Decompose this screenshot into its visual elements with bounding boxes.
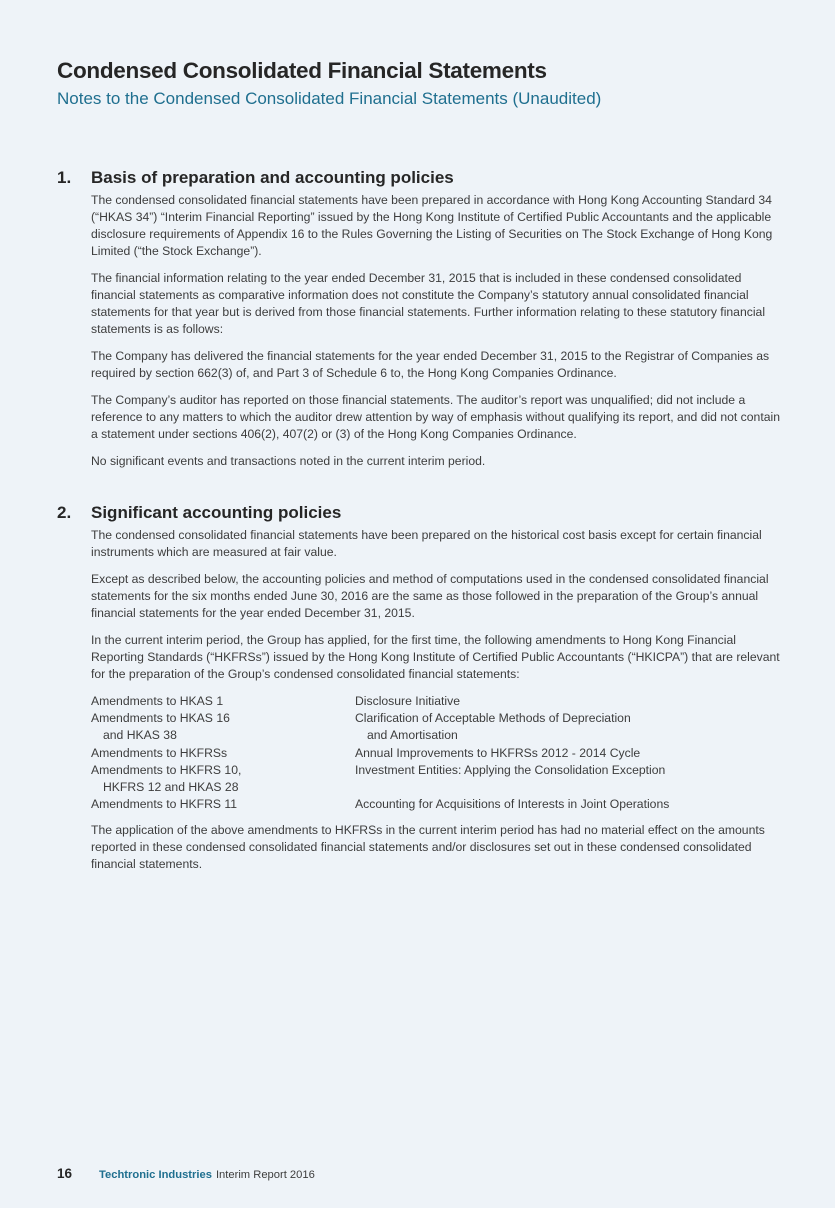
table-row xyxy=(91,796,669,813)
paragraph: In the current interim period, the Group has applied, for the first time, the following amendments to Hong Kong Financial Reporting Standards (“HKFRSs”) issued by the Hong Kong Institute of Certified Public Accountants (“HKICPA”) that are relevant for the preparation of the Group’s condensed consolidated financial statements: xyxy=(91,633,780,681)
amendment-standard-line: Amendments to HKFRS 11 xyxy=(91,797,238,812)
page-subtitle: Notes to the Condensed Consolidated Financial Statements (Unaudited) xyxy=(57,89,602,108)
paragraph: The condensed consolidated financial statements have been prepared on the historical cost basis except for certain financial instruments which are measured at fair value. xyxy=(91,528,762,559)
section-body xyxy=(91,527,787,873)
paragraph: No significant events and transactions noted in the current interim period. xyxy=(91,454,486,468)
section-body xyxy=(91,192,787,470)
amendment-standard xyxy=(91,693,355,710)
amendment-standard-line: and HKAS 38 xyxy=(103,728,177,743)
amendment-standard-line: Amendments to HKAS 1 xyxy=(91,694,224,708)
amendment-title xyxy=(355,693,669,710)
table-row xyxy=(91,745,669,762)
paragraph: The financial information relating to the year ended December 31, 2015 that is included in these condensed consolidated financial statements as comparative information does not constitute the Company’s statutory annual consolidated financial statements for that year but is derived from those financial statements. Further information relating to these statutory financial statements is as follows: xyxy=(91,271,766,336)
amendment-standard xyxy=(91,745,355,762)
section-number: 2. xyxy=(57,503,72,522)
paragraph: The condensed consolidated financial statements have been prepared in accordance with Hong Kong Accounting Standard 34 (“HKAS 34”) “Interim Financial Reporting” issued by the Hong Kong Institute of Certified Public Accountants and the applicable disclosure requirements of Appendix 16 to the Rules Governing the Listing of Securities on The Stock Exchange of Hong Kong Limited (“the Stock Exchange”). xyxy=(91,193,773,258)
company-name: Techtronic Industries xyxy=(99,1169,212,1181)
amendment-standard-line: HKFRS 12 and HKAS 28 xyxy=(103,780,239,795)
section-significant-accounting-policies xyxy=(57,503,787,883)
amendment-title-line: Disclosure Initiative xyxy=(355,694,460,708)
section-basis-of-preparation xyxy=(57,168,787,480)
amendment-title xyxy=(355,762,669,796)
section-heading xyxy=(57,503,787,523)
table-row xyxy=(91,762,669,796)
amendment-standard xyxy=(91,762,355,796)
section-title: Basis of preparation and accounting policies xyxy=(91,168,454,187)
amendment-title-line: and Amortisation xyxy=(367,728,458,743)
amendment-standard xyxy=(91,796,355,813)
paragraph: The application of the above amendments to HKFRSs in the current interim period has had no material effect on the amounts reported in these condensed consolidated financial statements and/or disclosures set out in these condensed consolidated financial statements. xyxy=(91,823,765,872)
amendment-title-line: Investment Entities: Applying the Consolidation Exception xyxy=(355,762,666,777)
section-title: Significant accounting policies xyxy=(91,503,342,522)
page-number: 16 xyxy=(57,1166,73,1181)
table-row xyxy=(91,693,669,710)
paragraph: The Company’s auditor has reported on those financial statements. The auditor’s report was unqualified; did not include a reference to any matters to which the auditor drew attention by way of emphasis without qualifying its report, and did not contain a statement under sections 406(2), 407(2) or (3) of the Hong Kong Companies Ordinance. xyxy=(91,393,780,441)
amendment-title xyxy=(355,710,669,744)
page-header xyxy=(57,56,797,110)
amendment-title xyxy=(355,745,669,762)
section-heading xyxy=(57,168,787,188)
table-row xyxy=(91,710,669,744)
amendment-title-line: Clarification of Acceptable Methods of Depreciation xyxy=(355,711,631,726)
paragraph: The Company has delivered the financial statements for the year ended December 31, 2015 to the Registrar of Companies as required by section 662(3) of, and Part 3 of Schedule 6 to, the Hong Kong Companies Ordinance. xyxy=(91,349,770,380)
amendments-table xyxy=(91,693,669,813)
paragraph: Except as described below, the accounting policies and method of computations used in the condensed consolidated financial statements for the six months ended June 30, 2016 are the same as those followed in the preparation of the Group’s annual financial statements for the year ended December 31, 2015. xyxy=(91,572,769,620)
amendment-standard-line: Amendments to HKFRSs xyxy=(91,745,228,760)
amendment-standard-line: Amendments to HKFRS 10, xyxy=(91,762,242,777)
section-number: 1. xyxy=(57,168,72,187)
page-footer xyxy=(57,1166,315,1181)
report-name: Interim Report 2016 xyxy=(215,1169,315,1181)
amendment-title-line: Accounting for Acquisitions of Interests in Joint Operations xyxy=(355,797,670,812)
page-title: Condensed Consolidated Financial Statements xyxy=(57,58,547,83)
amendment-standard xyxy=(91,710,355,744)
amendment-title-line: Annual Improvements to HKFRSs 2012 - 2014 Cycle xyxy=(355,745,641,760)
amendment-standard-line: Amendments to HKAS 16 xyxy=(91,711,230,726)
amendment-title xyxy=(355,796,669,813)
